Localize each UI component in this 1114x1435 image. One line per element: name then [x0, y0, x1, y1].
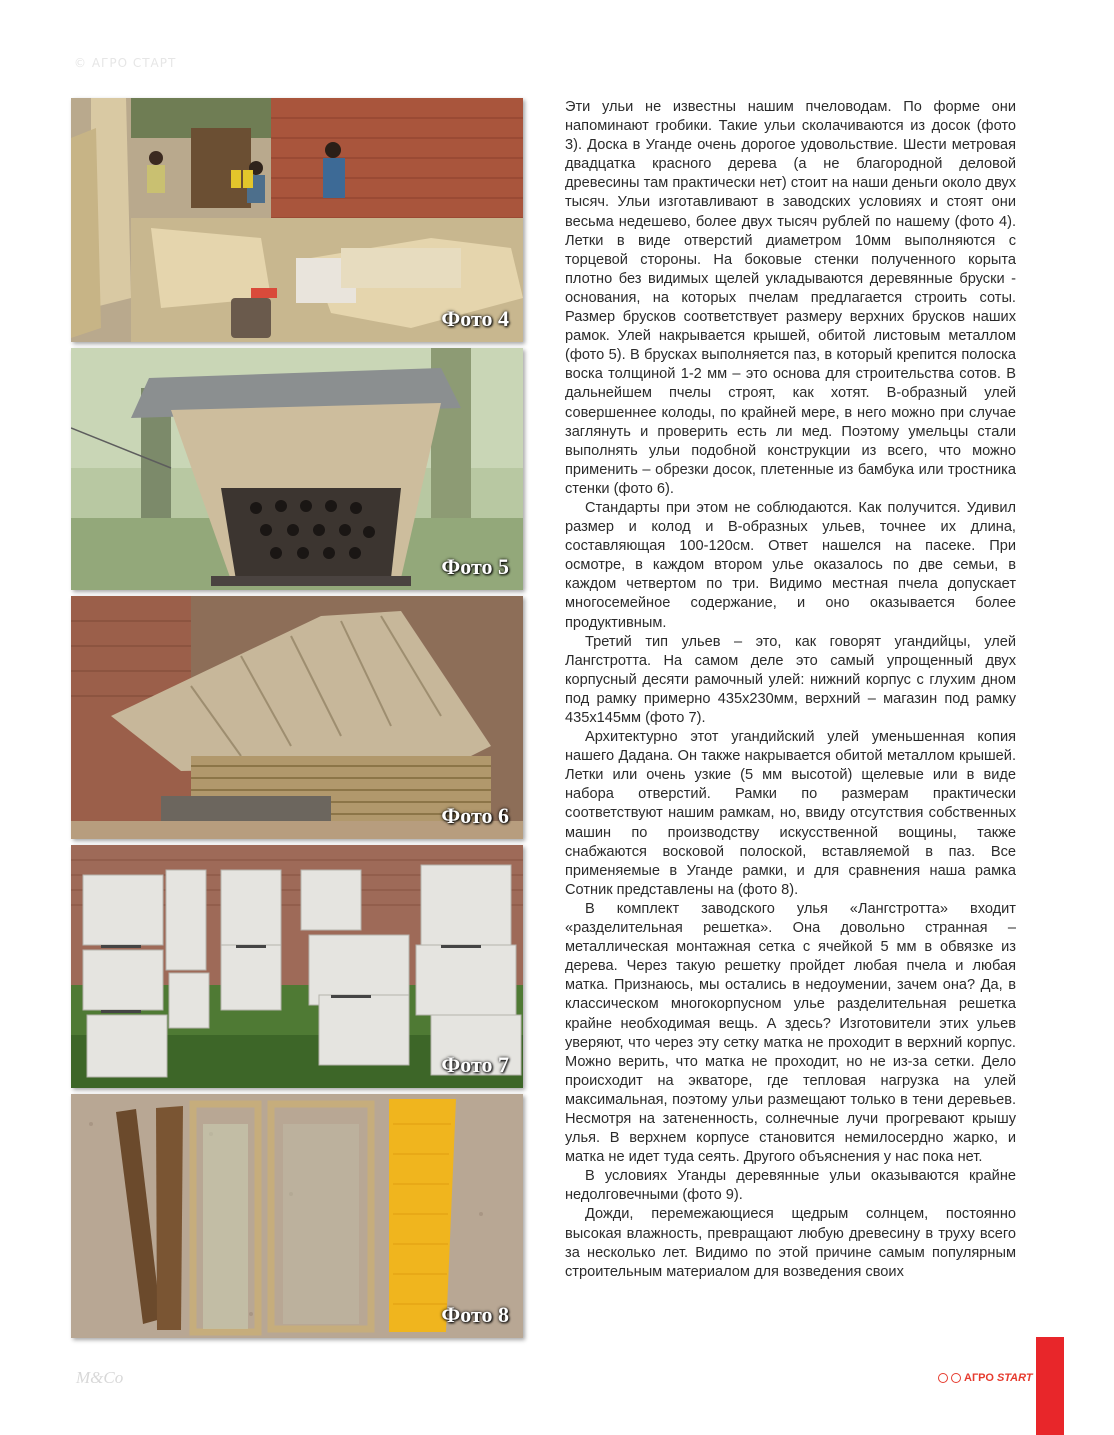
article-paragraph: Дожди, перемежающиеся щедрым солнцем, постоянно высокая влажность, превращают любую древесину в труху всего за несколько лет. Видимо по этой причине самым популярным строительным материалом для возведения своих: [565, 1206, 1016, 1280]
footer-watermark: M&Co: [76, 1368, 124, 1387]
article-paragraph: Стандарты при этом не соблюдаются. Как получится. Удивил размер и колод и В-образных ульев, точнее их длина, составляющая 100-120см. Ответ нашелся на пасеке. При осмотре, в каждом втором улье оказалось по две семьи, в каждом четвертом по три. Видимо местная пчела допускает многосемейное содержание, и оно оказывается более продуктивным.: [565, 499, 1016, 631]
logo-mark-icon: [951, 1373, 961, 1383]
photo-4-caption: Фото 4: [441, 306, 509, 331]
page-edge-tab: [1036, 1337, 1064, 1435]
agrostart-logo: [938, 1372, 1033, 1384]
photo-7-caption: Фото 7: [441, 1052, 509, 1077]
logo-start-text: START: [996, 1372, 1033, 1384]
photo-8: [71, 1094, 523, 1338]
article-text: [565, 98, 1016, 1282]
photo-5-caption: Фото 5: [441, 554, 509, 579]
article-paragraph: Архитектурно этот угандийский улей уменьшенная копия нашего Дадана. Он также накрывается обитой металлом крышей. Летки или очень узкие (5 мм высотой) щелевые или в виде набора отверстий. Рамки по размерам практически соответствуют нашим рамкам, но, ввиду отсутствия собственных машин по производству искусственной вощины, также снабжаются восковой полоской, вставляемой в паз. Все применяемые в Уганде рамки, и для сравнения наша рамка Сотник представлены на (фото 8).: [565, 729, 1016, 898]
article-paragraph: В условиях Уганды деревянные ульи оказываются крайне недолговечными (фото 9).: [565, 1168, 1016, 1204]
photo-6-caption: Фото 6: [441, 803, 509, 828]
photo-7: [71, 845, 523, 1088]
article-paragraph: В комплект заводского улья «Лангстротта» входит «разделительная решетка». Она довольно странная – металлическая монтажная сетка с ячейкой 5 мм в обвязке из дерева. Через такую решетку пройдет любая пчела и любая матка. Признаюсь, мы остались в недоумении, зачем она? Да, в классическом многокорпусном улье разделительная решетка крайне необходимая вещь. А здесь? Изготовители этих ульев уверяют, что через эту сетку матка не проходит в верхний корпус. Можно верить, что матка не проходит, но не из-за сетки. Дело происходит на экваторе, где тепловая нагрузка на улей максимальная, поэтому ульи размещают только в тени деревьев. Несмотря на затененность, солнечные лучи прогревают крышу улья. В верхнем корпусе становится немилосердно жарко, и матка не идет туда сеять. Другого объяснения у нас пока нет.: [565, 900, 1016, 1166]
article-paragraph: Третий тип ульев – это, как говорят угандийцы, улей Лангстротта. На самом деле это самый упрощенный двух корпусный десяти рамочный улей: нижний корпус с глухим дном под рамку примерно 435х230мм, верхний – магазин под рамку 435х145мм (фото 7).: [565, 633, 1016, 726]
photo-6: [71, 596, 523, 839]
photo-5: [71, 348, 523, 590]
photo-8-caption: Фото 8: [441, 1302, 509, 1327]
photo-4: [71, 98, 523, 342]
header-watermark: © АГРО СТАРТ: [74, 56, 177, 70]
copyright-icon: [938, 1373, 948, 1383]
logo-agro-text: АГРО: [964, 1372, 994, 1384]
article-paragraph: Эти ульи не известны нашим пчеловодам. По форме они напоминают гробики. Такие ульи сколачиваются из досок (фото 3). Доска в Уганде очень дорогое удовольствие. Шести метровая двадцатка красного дерева (а не благородной деловой древесины там практически нет) стоит на наши деньги около двух тысяч. Ульи изготавливают в заводских условиях и стоят они весьма недешево, более двух тысяч рублей по нашему (фото 4). Летки в виде отверстий диаметром 10мм выполняются с торцевой стороны. На боковые стенки полученного корыта плотно без видимых щелей укладываются деревянные бруски - основания, на которых пчелам предлагается строить соты. Размер брусков соответствует размеру верхних брусков наших рамок. Улей накрывается крышей, обитой листовым металлом (фото 5). В брусках выполняется паз, в который крепится полоска воска толщиной 1-2 мм – это основа для строительства сотов. В дальнейшем пчелы строят, как хотят. В-образный улей совершеннее колоды, по крайней мере, в него можно при случае заглянуть и проверить есть ли мед. Поэтому умельцы стали выполнять ульи подобной конструкции из всего, что можно применить – обрезки досок, плетенные из бамбука или тростника стенки (фото 6).: [565, 99, 1016, 497]
